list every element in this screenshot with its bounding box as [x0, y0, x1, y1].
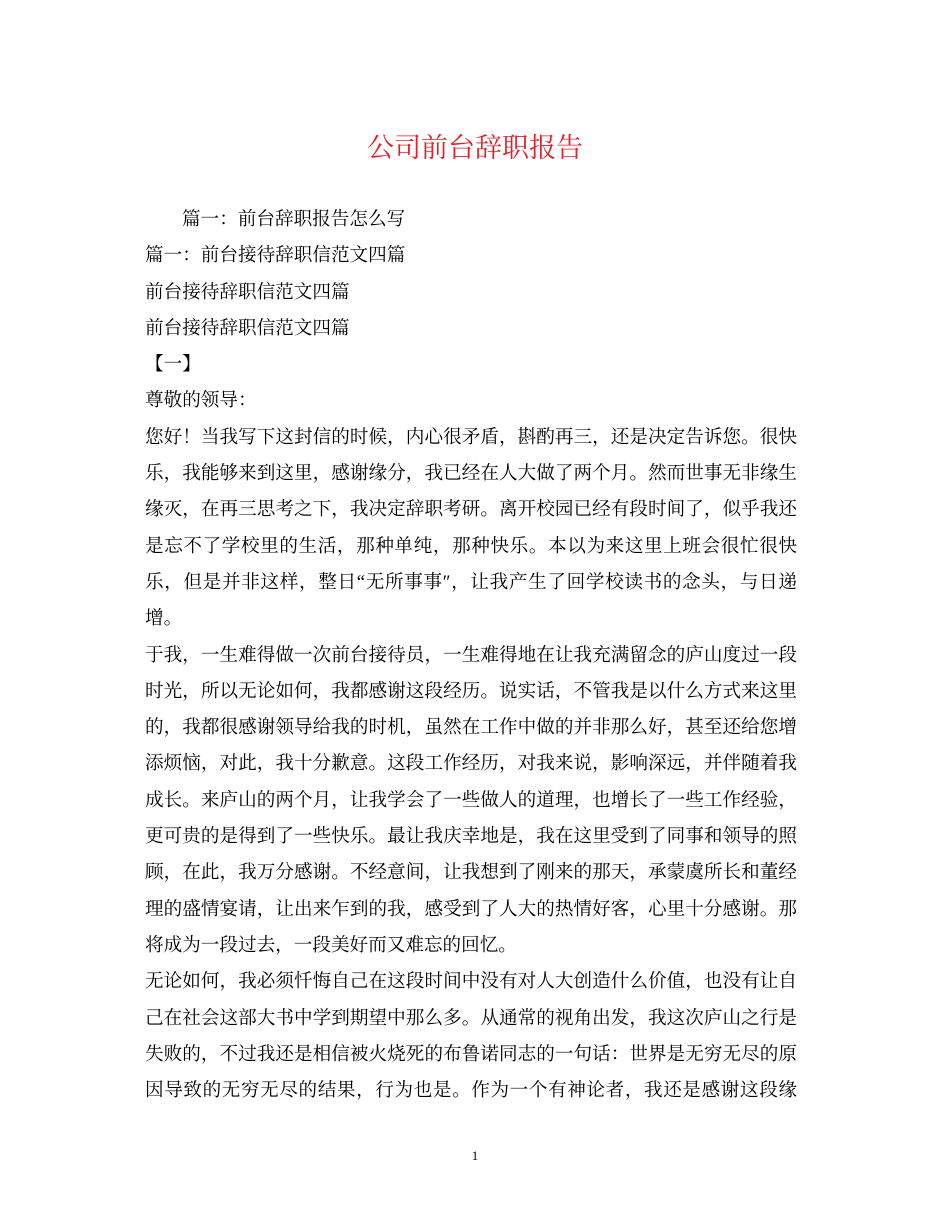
text-line: 是忘不了学校里的生活，那种单纯，那种快乐。本以为来这里上班会很忙很快 — [145, 535, 797, 557]
subheading: 前台接待辞职信范文四篇 — [145, 281, 350, 303]
text-line: 于我，一生难得做一次前台接待员，一生难得地在让我充满留念的庐山度过一段 — [145, 644, 797, 666]
text-line: 乐，我能够来到这里，感谢缘分，我已经在人大做了两个月。然而世事无非缘生 — [145, 463, 797, 485]
subheading: 前台接待辞职信范文四篇 — [145, 317, 350, 339]
section-heading: 篇一：前台辞职报告怎么写 — [182, 209, 406, 230]
text-line: 乐，但是并非这样，整日“无所事事″，让我产生了回学校读书的念头，与日递 — [145, 571, 797, 593]
page-number: 1 — [471, 1148, 479, 1163]
text-line: 添烦恼，对此，我十分歉意。这段工作经历，对我来说，影响深远，并伴随着我 — [145, 753, 797, 775]
paragraph — [145, 964, 797, 1109]
letter-number: 【一】 — [145, 354, 201, 376]
salutation: 尊敬的领导： — [145, 390, 257, 412]
section-heading: 篇一：前台接待辞职信范文四篇 — [145, 245, 406, 267]
document-title: 公司前台辞职报告 — [367, 133, 583, 163]
text-line: 理的盛情宴请，让出来乍到的我，感受到了人大的热情好客，心里十分感谢。那 — [145, 898, 797, 920]
text-line: 顾，在此，我万分感谢。不经意间，让我想到了刚来的那天，承蒙虞所长和董经 — [145, 862, 797, 884]
text-line: 失败的，不过我还是相信被火烧死的布鲁诺同志的一句话：世界是无穷无尽的原 — [145, 1043, 797, 1065]
text-line: 的，我都很感谢领导给我的时机，虽然在工作中做的并非那么好，甚至还给您增 — [145, 717, 797, 739]
text-line: 因导致的无穷无尽的结果，行为也是。作为一个有神论者，我还是感谢这段缘 — [145, 1080, 797, 1102]
text-line: 无论如何，我必须忏悔自己在这段时间中没有对人大创造什么价值，也没有让自 — [145, 971, 797, 993]
paragraph — [145, 420, 797, 638]
document-body — [145, 202, 797, 1109]
text-line: 成长。来庐山的两个月，让我学会了一些做人的道理，也增长了一些工作经验， — [145, 789, 797, 811]
text-line: 增。 — [145, 608, 183, 630]
text-line: 缘灭，在再三思考之下，我决定辞职考研。离开校园已经有段时间了，似乎我还 — [145, 499, 797, 521]
text-line: 您好！当我写下这封信的时候，内心很矛盾，斟酌再三，还是决定告诉您。很快 — [145, 426, 797, 448]
text-line: 将成为一段过去，一段美好而又难忘的回忆。 — [145, 934, 517, 956]
text-line: 时光，所以无论如何，我都感谢这段经历。说实话，不管我是以什么方式来这里 — [145, 680, 797, 702]
text-line: 更可贵的是得到了一些快乐。最让我庆幸地是，我在这里受到了同事和领导的照 — [145, 826, 797, 848]
text-line: 己在社会这部大书中学到期望中那么多。从通常的视角出发，我这次庐山之行是 — [145, 1007, 797, 1029]
paragraph — [145, 638, 797, 965]
letter-paragraphs — [145, 420, 797, 1110]
